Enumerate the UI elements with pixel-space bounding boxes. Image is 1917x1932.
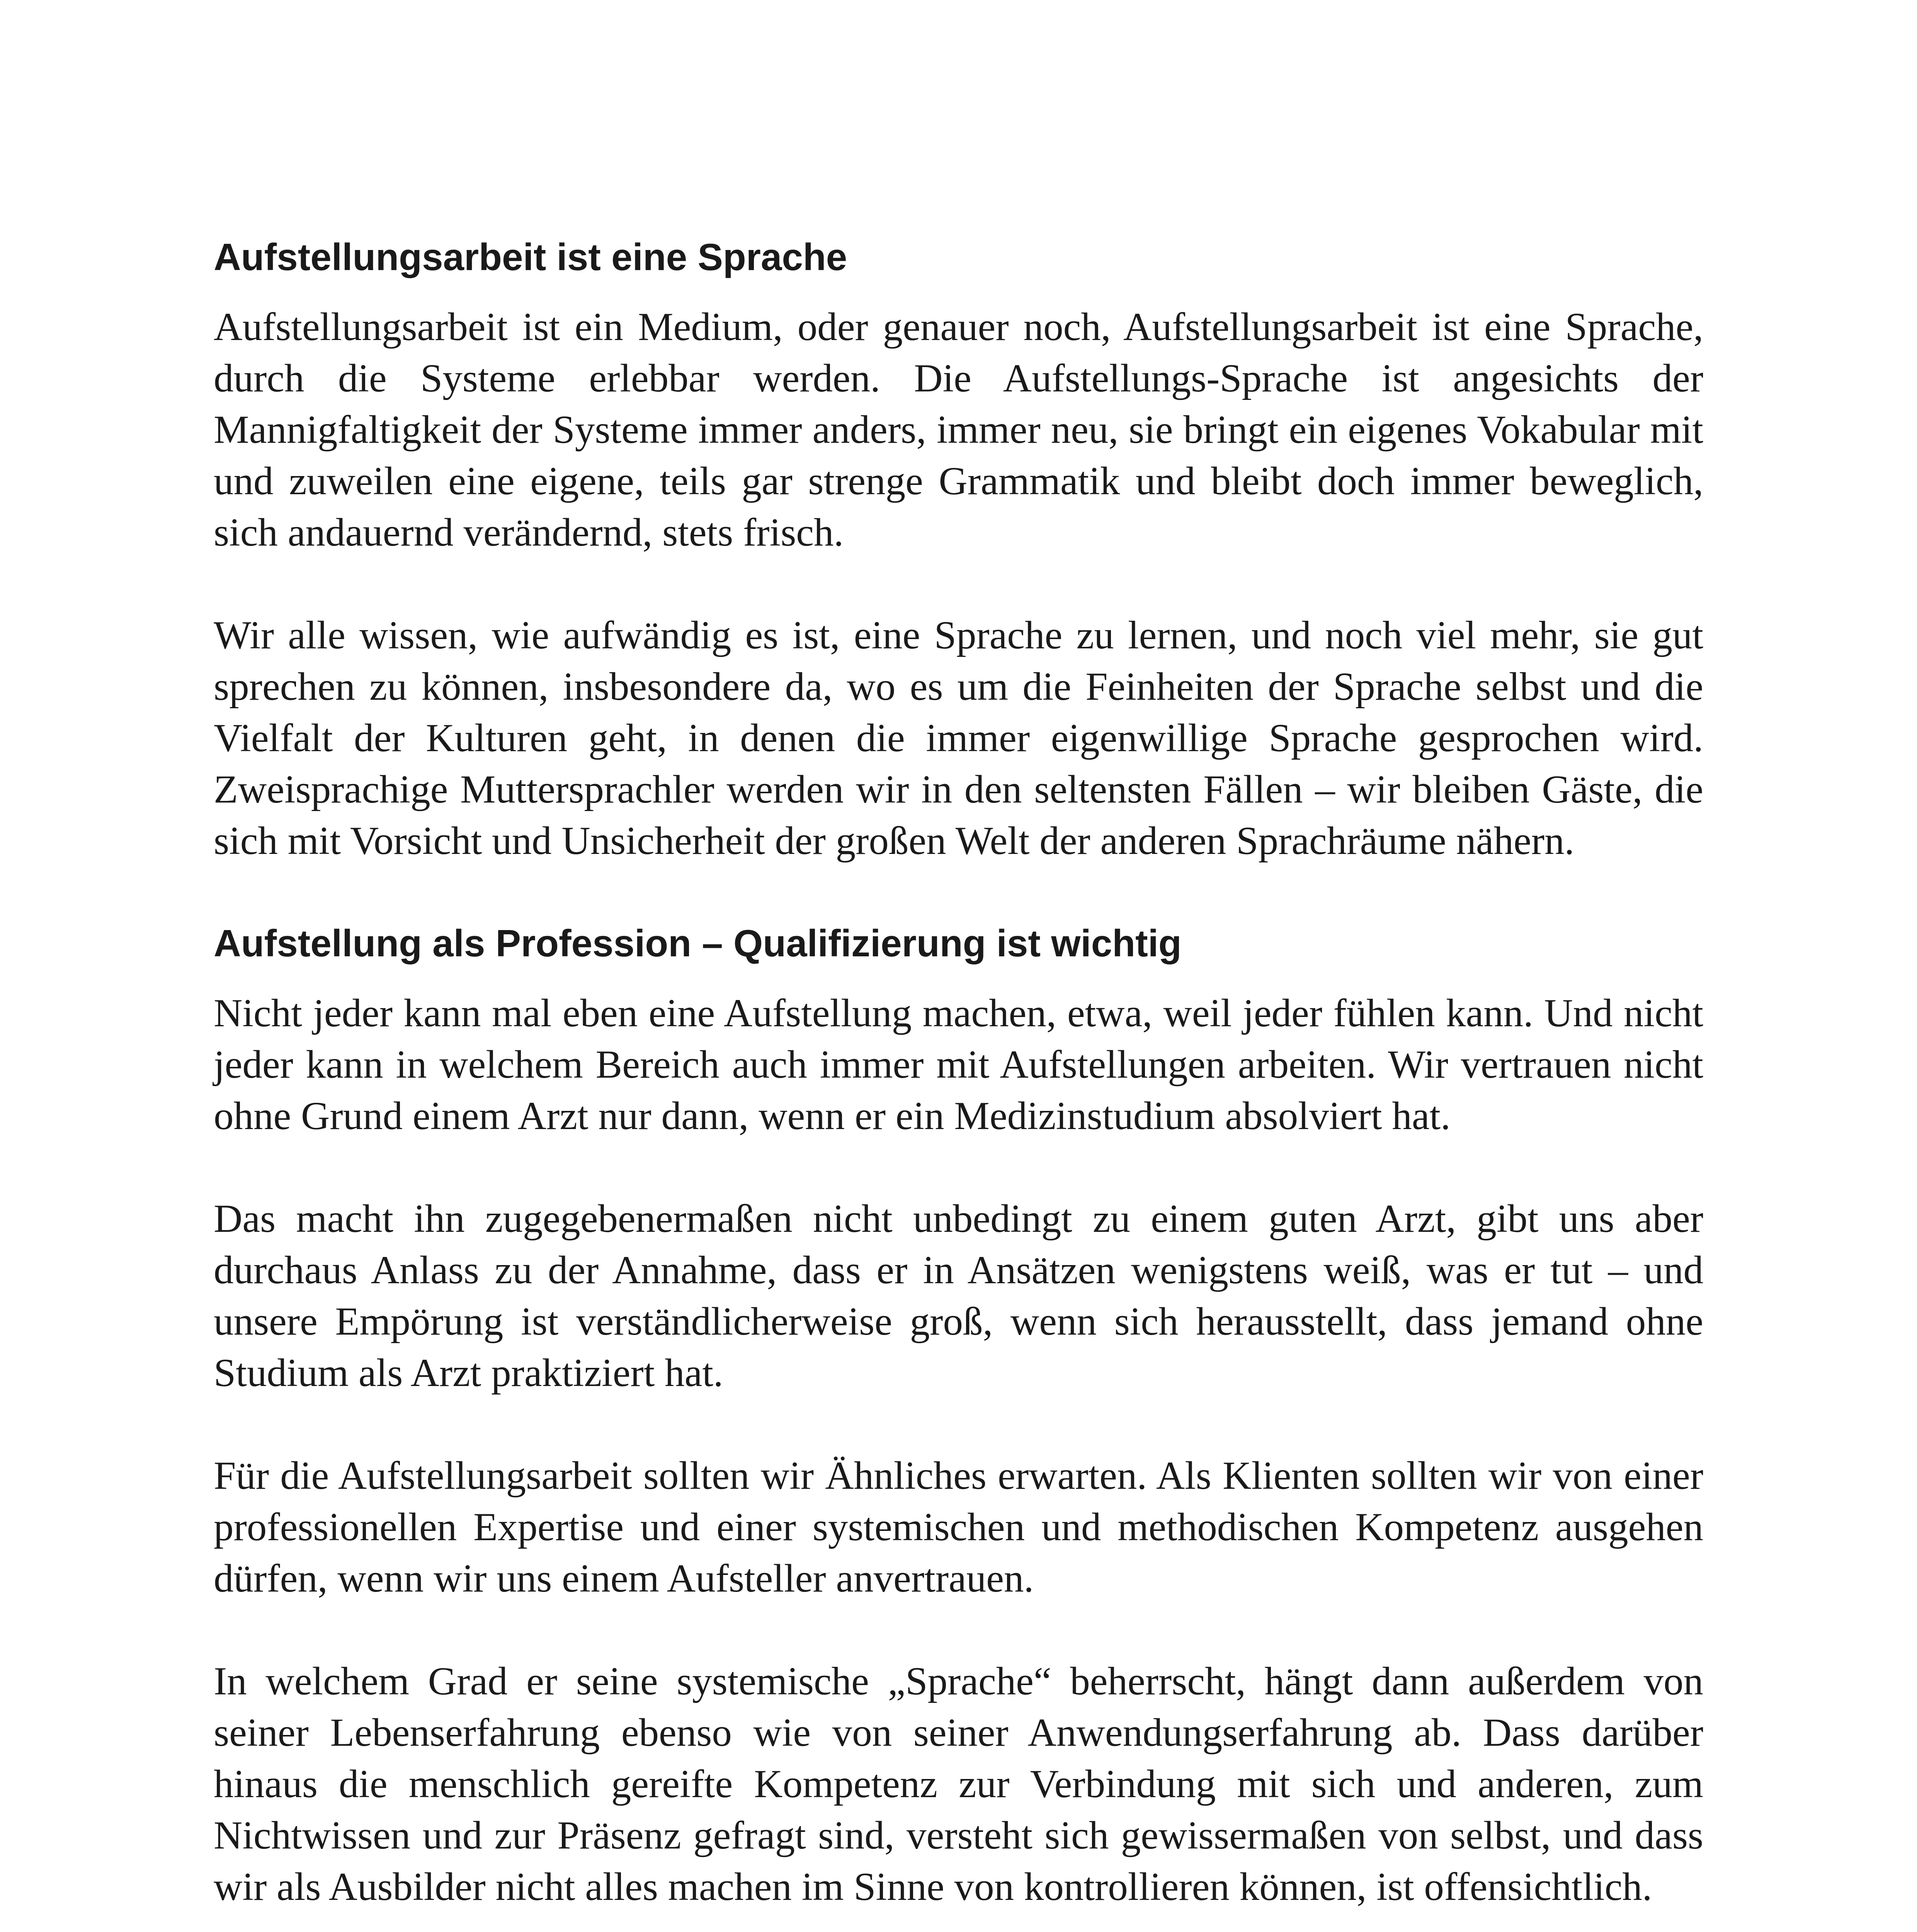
paragraph: Nicht jeder kann mal eben eine Aufstellung machen, etwa, weil jeder fühlen kann. Und nicht jeder kann in welchem Bereich auch immer mit Aufstellungen arbeiten. Wir vertrauen nicht ohne Grund einem Arzt nur dann, wenn er ein Medizinstudium absolviert hat. [214,991,1703,1138]
page-content [214,232,1703,1932]
section-heading: Aufstellungsarbeit ist eine Sprache [214,236,847,278]
paragraph: Aufstellungsarbeit ist ein Medium, oder genauer noch, Aufstellungsarbeit ist eine Sprache, durch die Systeme erlebbar werden. Die Aufstellungs-Sprache ist angesichts der Mannigfaltigkeit der Systeme immer anders, immer neu, sie bringt ein eigenes Vokabular mit und zuweilen eine eigene, teils gar strenge Grammatik und bleibt doch immer beweglich, sich andauernd verändernd, stets frisch. [214,305,1703,554]
section-heading: Aufstellung als Profession – Qualifizierung ist wichtig [214,922,1182,964]
paragraph: In welchem Grad er seine systemische „Sprache“ beherrscht, hängt dann außerdem von seiner Lebenserfahrung ebenso wie von seiner Anwendungserfahrung ab. Dass darüber hinaus die menschlich gereifte Kompetenz zur Verbindung mit sich und anderen, zum Nichtwissen und zur Präsenz gefragt sind, versteht sich gewissermaßen von selbst, und dass wir als Ausbilder nicht alles machen im Sinne von kontrollieren können, ist offensichtlich. [214,1659,1703,1909]
paragraph: Das macht ihn zugegebenermaßen nicht unbedingt zu einem guten Arzt, gibt uns aber durchaus Anlass zu der Annahme, dass er in Ansätzen wenigstens weiß, was er tut – und unsere Empörung ist verständlicherweise groß, wenn sich herausstellt, dass jemand ohne Studium als Arzt praktiziert hat. [214,1197,1703,1395]
paragraph: Wir alle wissen, wie aufwändig es ist, eine Sprache zu lernen, und noch viel mehr, sie gut sprechen zu können, insbesondere da, wo es um die Feinheiten der Sprache selbst und die Vielfalt der Kulturen geht, in denen die immer eigenwillige Sprache gesprochen wird. Zweisprachige Muttersprachler werden wir in den seltensten Fällen – wir bleiben Gäste, die sich mit Vorsicht und Unsicherheit der großen Welt der anderen Sprachräume nähern. [214,613,1703,863]
paragraph: Für die Aufstellungsarbeit sollten wir Ähnliches erwarten. Als Klienten sollten wir von einer professionellen Expertise und einer systemischen und methodischen Kompetenz ausgehen dürfen, wenn wir uns einem Aufsteller anvertrauen. [214,1454,1703,1600]
